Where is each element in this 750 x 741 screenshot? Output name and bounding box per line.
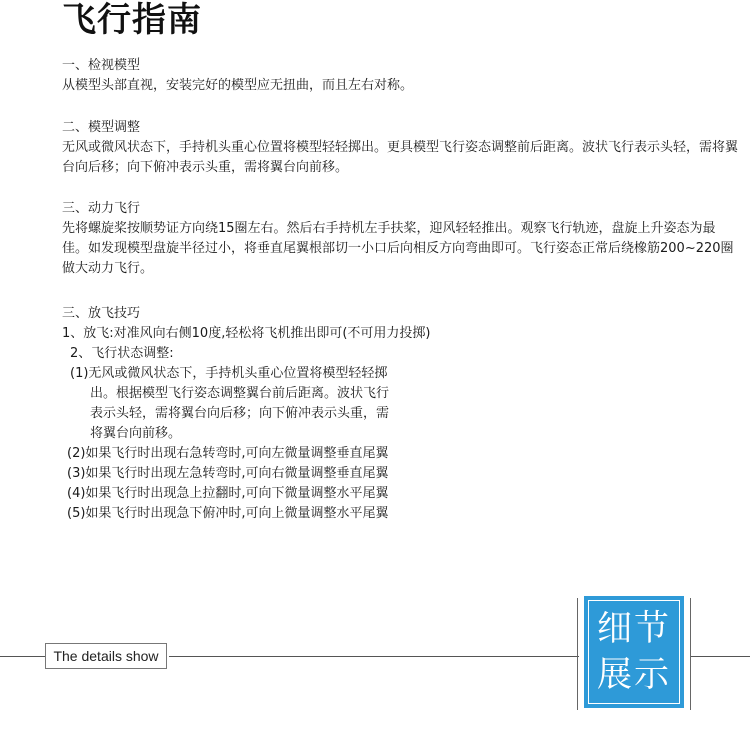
section-flying-tips [62, 304, 738, 524]
item-line: 表示头轻，需将翼台向后移；向下俯冲表示头重，需 [90, 406, 390, 421]
section-body: 先将螺旋桨按顺势证方向绕15圈左右。然后右手持机左手扶桨，迎风轻轻推出。观察飞行轨迹，盘旋上升姿态为最佳。如发现模型盘旋半径过小，将垂直尾翼根部切一小口后向相反方向弯曲即可。飞行姿态正常后绕橡筋200~220圈做大动力飞行。 [62, 221, 734, 276]
badge-frame [588, 600, 680, 704]
item-line: (1)无风或微风状态下，手持机头重心位置将模型轻轻掷 [70, 366, 388, 381]
divider [577, 598, 578, 710]
section-heading: 三、动力飞行 [62, 201, 141, 216]
section-heading: 二、模型调整 [62, 120, 141, 135]
divider [691, 656, 750, 657]
divider [0, 656, 45, 657]
section-body: 从模型头部直视，安装完好的模型应无扭曲，而且左右对称。 [62, 78, 414, 93]
section-heading: 一、检视模型 [62, 58, 141, 73]
list-item: (5)如果飞行时出现急下俯冲时,可向上微量调整水平尾翼 [67, 506, 389, 521]
divider [169, 656, 579, 657]
item-line: 将翼台向前移。 [90, 426, 182, 441]
list-item [62, 364, 440, 444]
list-item: (3)如果飞行时出现左急转弯时,可向右微量调整垂直尾翼 [67, 466, 389, 481]
details-label: The details show [45, 643, 167, 669]
badge-text: 细节 [596, 609, 671, 649]
adjust-list [62, 364, 738, 524]
section-inspect-model [62, 56, 738, 96]
page-title: 飞行指南 [62, 0, 202, 40]
list-item: (4)如果飞行时出现急上拉翻时,可向下微量调整水平尾翼 [67, 486, 389, 501]
section-heading: 三、放飞技巧 [62, 306, 141, 321]
details-badge [584, 596, 684, 708]
section-powered-flight [62, 199, 738, 279]
section-model-adjust [62, 118, 738, 178]
divider [690, 598, 691, 710]
list-item: (2)如果飞行时出现右急转弯时,可向左微量调整垂直尾翼 [67, 446, 389, 461]
badge-text: 展示 [596, 655, 671, 695]
tip-line: 2、飞行状态调整: [70, 346, 174, 361]
item-line: 出。根据模型飞行姿态调整翼台前后距离。波状飞行 [90, 386, 390, 401]
tip-line: 1、放飞:对准风向右侧10度,轻松将飞机推出即可(不可用力投掷) [62, 326, 431, 341]
section-body: 无风或微风状态下，手持机头重心位置将模型轻轻掷出。更具模型飞行姿态调整前后距离。波状飞行表示头轻，需将翼台向后移；向下俯冲表示头重，需将翼台向前移。 [62, 140, 739, 175]
